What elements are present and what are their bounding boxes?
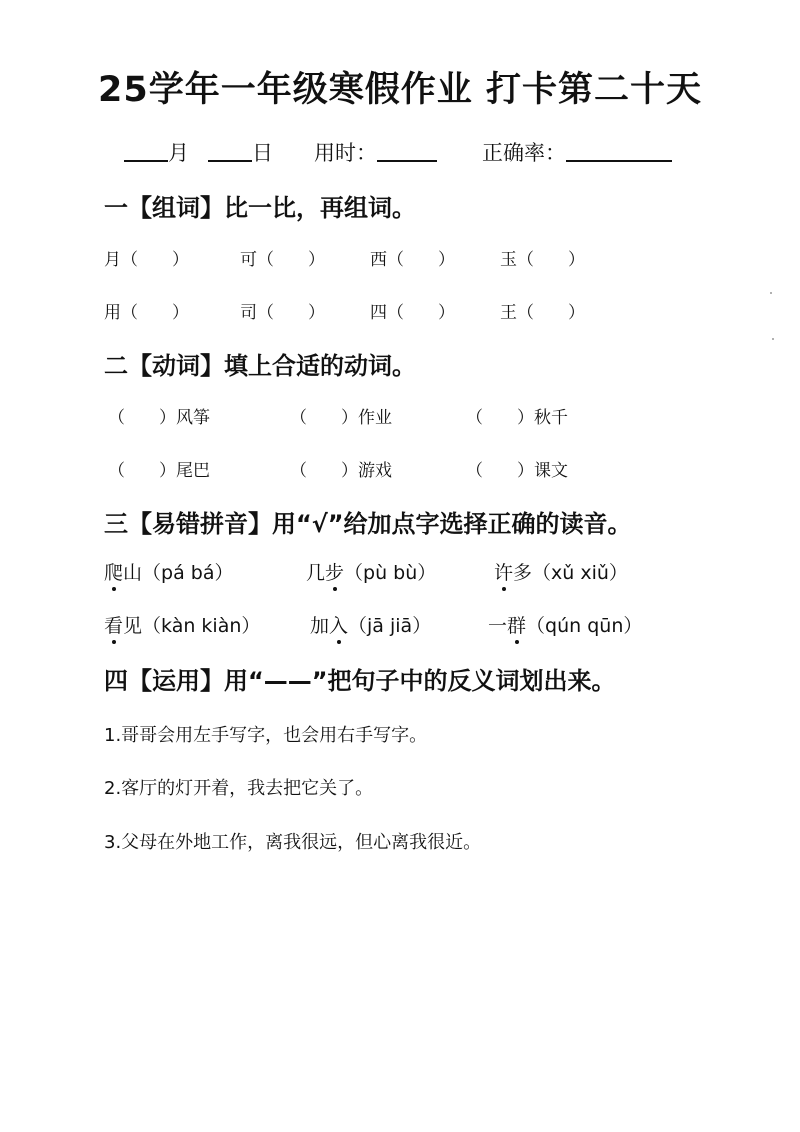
word-group-item[interactable]: 西（ ） xyxy=(370,250,455,270)
scan-speck xyxy=(770,292,772,294)
verb-item[interactable]: （ ）秋千 xyxy=(466,408,568,428)
dotted-char: 爬 xyxy=(104,558,123,585)
pinyin-item[interactable]: 许多（xǔ xiǔ） xyxy=(494,558,628,585)
sentence-1[interactable]: 1.哥哥会用左手写字，也会用右手写字。 xyxy=(104,725,428,746)
pinyin-item[interactable]: 加入（jā jiā） xyxy=(310,611,431,638)
word-group-item[interactable]: 王（ ） xyxy=(500,303,585,323)
word-group-item[interactable]: 用（ ） xyxy=(104,303,189,323)
pinyin-choices: （jā jiā） xyxy=(348,615,432,637)
pinyin-item[interactable]: 爬山（pá bá） xyxy=(104,558,233,585)
pinyin-choices: （kàn kiàn） xyxy=(142,615,261,637)
accuracy-label: 正确率： xyxy=(482,141,566,165)
scan-speck xyxy=(772,338,774,340)
word-group-item[interactable]: 可（ ） xyxy=(240,250,325,270)
word-group-item[interactable]: 四（ ） xyxy=(370,303,455,323)
dotted-char: 看 xyxy=(104,611,123,638)
pinyin-choices: （qún qūn） xyxy=(526,615,643,637)
section-heading-word-groups: 一【组词】比一比，再组词。 xyxy=(104,194,416,222)
page-title: 25学年一年级寒假作业 打卡第二十天 xyxy=(98,70,702,110)
sentence-3[interactable]: 3.父母在外地工作，离我很远，但心离我很近。 xyxy=(104,832,482,853)
word-group-item[interactable]: 司（ ） xyxy=(240,303,325,323)
month-field xyxy=(124,137,189,167)
verb-item[interactable]: （ ）课文 xyxy=(466,461,568,481)
day-label: 日 xyxy=(252,141,273,165)
time-label: 用时： xyxy=(314,141,377,165)
accuracy-field xyxy=(482,137,672,167)
day-field xyxy=(208,137,273,167)
verb-item[interactable]: （ ）风筝 xyxy=(108,408,210,428)
dotted-char: 许 xyxy=(494,558,513,585)
section-heading-pinyin: 三【易错拼音】用“√”给加点字选择正确的读音。 xyxy=(104,510,632,538)
verb-item[interactable]: （ ）尾巴 xyxy=(108,461,210,481)
time-field xyxy=(314,137,437,167)
section-heading-antonyms: 四【运用】用“——”把句子中的反义词划出来。 xyxy=(104,667,616,695)
section-heading-verbs: 二【动词】填上合适的动词。 xyxy=(104,352,416,380)
pinyin-item[interactable]: 一群（qún qūn） xyxy=(488,611,642,638)
month-blank[interactable] xyxy=(124,140,168,162)
verb-item[interactable]: （ ）游戏 xyxy=(290,461,392,481)
pinyin-item[interactable]: 几步（pù bù） xyxy=(306,558,436,585)
verb-item[interactable]: （ ）作业 xyxy=(290,408,392,428)
pinyin-choices: （xǔ xiǔ） xyxy=(532,562,628,584)
pinyin-choices: （pù bù） xyxy=(344,562,437,584)
word-group-item[interactable]: 月（ ） xyxy=(104,250,189,270)
month-label: 月 xyxy=(168,141,189,165)
dotted-char: 步 xyxy=(325,558,344,585)
pinyin-item[interactable]: 看见（kàn kiàn） xyxy=(104,611,260,638)
dotted-char: 入 xyxy=(329,611,348,638)
day-blank[interactable] xyxy=(208,140,252,162)
dotted-char: 群 xyxy=(507,611,526,638)
pinyin-choices: （pá bá） xyxy=(142,562,234,584)
word-group-item[interactable]: 玉（ ） xyxy=(500,250,585,270)
time-blank[interactable] xyxy=(377,140,437,162)
sentence-2[interactable]: 2.客厅的灯开着，我去把它关了。 xyxy=(104,778,374,799)
accuracy-blank[interactable] xyxy=(566,140,672,162)
